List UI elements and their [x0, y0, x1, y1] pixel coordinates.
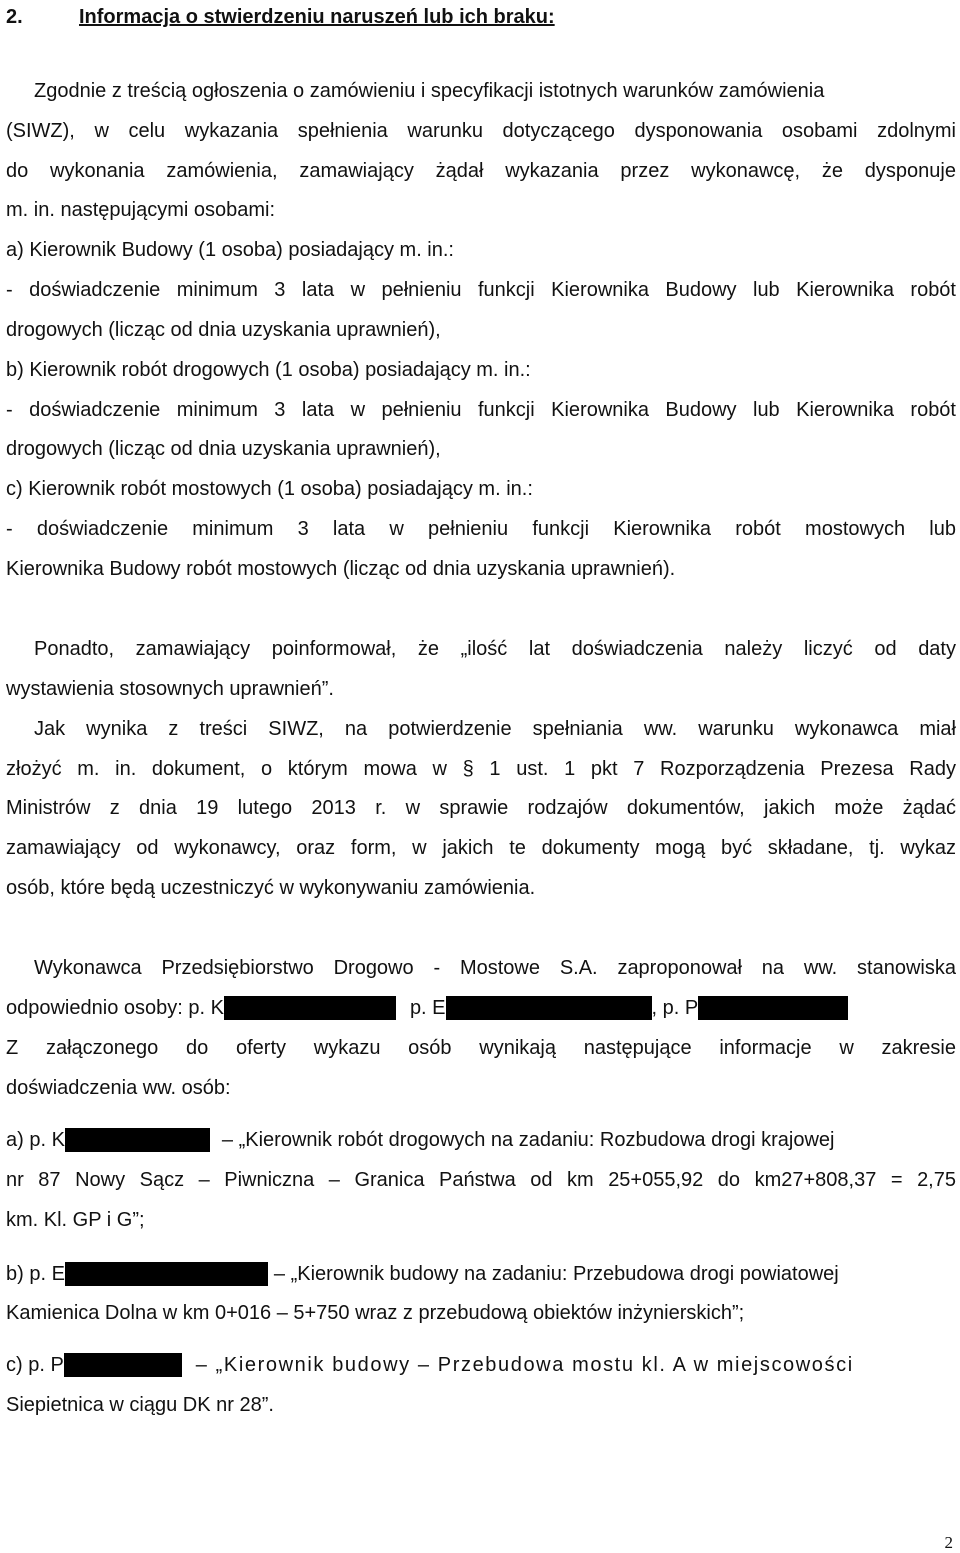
item-a-text: – „Kierownik robót drogowych na zadaniu: Rozbudowa drogi krajowej [221, 1129, 835, 1151]
item-b-line-1 [6, 1262, 956, 1286]
p2-line-4: złożyć m. in. dokument, o którym mowa w § 1 ust. 1 pkt 7 Rozporządzenia Prezesa Rady [6, 758, 956, 780]
p2-line-1: Ponadto, zamawiający poinformował, że „ilość lat doświadczenia należy liczyć od daty [34, 638, 956, 660]
redaction-block [65, 1262, 268, 1286]
item-a-line-2: nr 87 Nowy Sącz – Piwniczna – Granica Państwa od km 25+055,92 do km27+808,37 = 2,75 [6, 1169, 956, 1191]
p3-line-3: Z załączonego do oferty wykazu osób wynikają następujące informacje w zakresie [6, 1037, 956, 1059]
p2-line-5: Ministrów z dnia 19 lutego 2013 r. w sprawie rodzajów dokumentów, jakich może żądać [6, 797, 956, 819]
item-b-line-2: Kamienica Dolna w km 0+016 – 5+750 wraz z przebudową obiektów inżynierskich”; [6, 1302, 745, 1324]
p1-line-9: - doświadczenie minimum 3 lata w pełnieniu funkcji Kierownika Budowy lub Kierownika robót [6, 399, 956, 421]
p3-line-4: doświadczenia ww. osób: [6, 1077, 231, 1099]
p3-line-2-text-c: , p. P [651, 997, 699, 1019]
p1-line-7: drogowych (licząc od dnia uzyskania uprawnień), [6, 319, 441, 341]
p3-line-1: Wykonawca Przedsiębiorstwo Drogowo - Mostowe S.A. zaproponował na ww. stanowiska [34, 957, 956, 979]
p1-line-11: c) Kierownik robót mostowych (1 osoba) posiadający m. in.: [6, 478, 533, 500]
item-c-text: – „Kierownik budowy – Przebudowa mostu kl. A w miejscowości [195, 1354, 854, 1376]
p1-line-2: (SIWZ), w celu wykazania spełnienia warunku dotyczącego dysponowania osobami zdolnymi [6, 120, 956, 142]
p3-line-2-text-b: p. E [409, 997, 446, 1019]
item-c-prefix: c) p. P [6, 1354, 64, 1376]
p2-line-7: osób, które będą uczestniczyć w wykonywaniu zamówienia. [6, 877, 536, 899]
redaction-block [698, 996, 848, 1020]
item-b-prefix: b) p. E [6, 1263, 65, 1285]
item-a-line-3: km. Kl. GP i G”; [6, 1209, 145, 1231]
p3-line-2-text-a: odpowiednio osoby: p. K [6, 997, 224, 1019]
p1-line-8: b) Kierownik robót drogowych (1 osoba) posiadający m. in.: [6, 359, 531, 381]
p2-line-6: zamawiający od wykonawcy, oraz form, w jakich te dokumenty mogą być składane, tj. wykaz [6, 837, 956, 859]
item-c-line-1 [6, 1353, 956, 1377]
p1-line-1: Zgodnie z treścią ogłoszenia o zamówieniu i specyfikacji istotnych warunków zamówienia [34, 80, 825, 102]
p1-line-10: drogowych (licząc od dnia uzyskania uprawnień), [6, 438, 441, 460]
section-number: 2. [6, 6, 23, 28]
p2-line-3: Jak wynika z treści SIWZ, na potwierdzenie spełniania ww. warunku wykonawca miał [34, 718, 956, 740]
redaction-block [224, 996, 396, 1020]
redaction-block [446, 996, 652, 1020]
redaction-block [65, 1128, 210, 1152]
p1-line-12: - doświadczenie minimum 3 lata w pełnieniu funkcji Kierownika robót mostowych lub [6, 518, 956, 540]
item-a-prefix: a) p. K [6, 1129, 65, 1151]
redaction-block [64, 1353, 182, 1377]
page-number: 2 [944, 1533, 953, 1552]
p1-line-6: - doświadczenie minimum 3 lata w pełnieniu funkcji Kierownika Budowy lub Kierownika robót [6, 279, 956, 301]
p1-line-5: a) Kierownik Budowy (1 osoba) posiadający m. in.: [6, 239, 454, 261]
p1-line-13: Kierownika Budowy robót mostowych (licząc od dnia uzyskania uprawnień). [6, 558, 676, 580]
item-c-line-2: Siepietnica w ciągu DK nr 28”. [6, 1394, 274, 1416]
p3-line-2 [6, 996, 956, 1020]
section-heading: Informacja o stwierdzeniu naruszeń lub ich braku: [79, 6, 555, 28]
item-b-text: – „Kierownik budowy na zadaniu: Przebudowa drogi powiatowej [273, 1263, 839, 1285]
item-a-line-1 [6, 1128, 956, 1152]
p1-line-4: m. in. następującymi osobami: [6, 199, 276, 221]
p2-line-2: wystawienia stosownych uprawnień”. [6, 678, 334, 700]
p1-line-3: do wykonania zamówienia, zamawiający żądał wykazania przez wykonawcę, że dysponuje [6, 160, 956, 182]
